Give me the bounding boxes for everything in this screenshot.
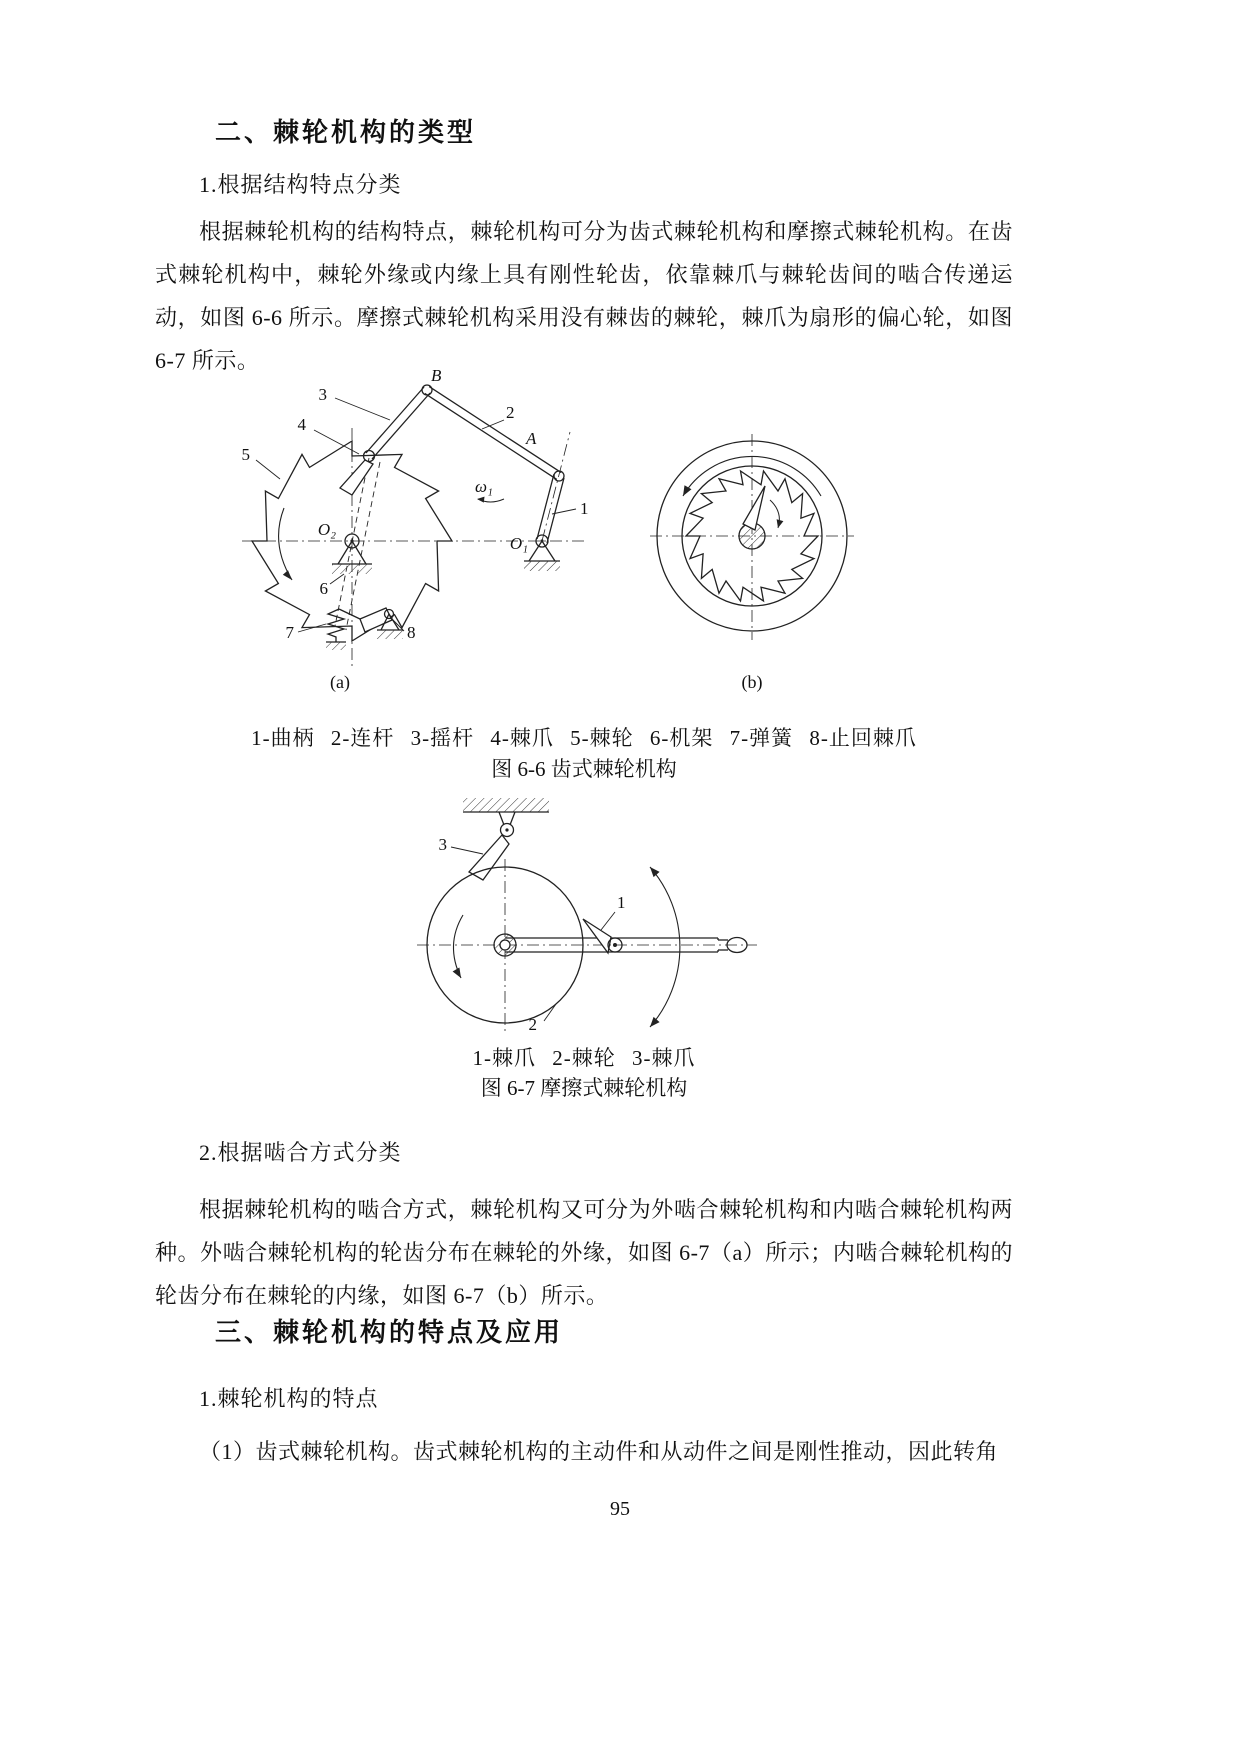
fig66-label-omega1: ω₁ (475, 477, 493, 496)
subheading-meshing-classification: 2.根据啮合方式分类 (199, 1140, 402, 1165)
figure-6-6-drawing (232, 368, 856, 698)
driving-pawl (340, 460, 373, 495)
fig66-label-6: 6 (319, 579, 328, 598)
internal-ratchet-drawing (657, 441, 847, 631)
omega-arrow (477, 497, 504, 503)
figure-6-7-drawing (405, 792, 773, 1040)
figure-6-7-parts-caption: 1-棘爪 2-棘轮 3-棘爪 (472, 1046, 696, 1070)
fig66-label-2: 2 (506, 403, 515, 422)
fig66-label-7: 7 (285, 623, 294, 642)
fig66-label-B: B (431, 368, 442, 385)
paragraph-meshing-classification: 根据棘轮机构的啮合方式，棘轮机构又可分为外啮合棘轮机构和内啮合棘轮机构两种。外啮合棘轮机构的轮齿分布在棘轮的外缘，如图 6-7（a）所示；内啮合棘轮机构的轮齿分布在棘轮的内缘，如图 6-7（b）所示。 (155, 1197, 1013, 1308)
fig66-sublabel-a: (a) (330, 672, 350, 692)
ceiling-mount (463, 798, 549, 837)
paragraph-structure-classification: 根据棘轮机构的结构特点，棘轮机构可分为齿式棘轮机构和摩擦式棘轮机构。在齿式棘轮机构中，棘轮外缘或内缘上具有刚性轮齿，依靠棘爪与棘轮齿间的啮合传递运动，如图 6-6 所示。摩擦式棘轮机构采用没有棘齿的棘轮，棘爪为扇形的偏心轮，如图 6-7 所示。 (155, 219, 1013, 373)
fig66-label-3: 3 (318, 385, 327, 404)
fig66-label-4: 4 (297, 415, 306, 434)
subheading-features: 1.棘轮机构的特点 (199, 1386, 379, 1411)
rotation-arrow (279, 508, 292, 580)
figure-6-6-parts-caption: 1-曲柄 2-连杆 3-摇杆 4-棘爪 5-棘轮 6-机架 7-弹簧 8-止回棘爪 (251, 726, 917, 750)
fig67-label-3: 3 (438, 835, 447, 854)
fig66-label-5: 5 (241, 445, 250, 464)
fig66-sublabel-b: (b) (741, 672, 763, 692)
crank-bar (524, 474, 564, 571)
connecting-rod (425, 387, 564, 481)
fig66-label-O1: O₁ (509, 534, 528, 553)
rocker-bar (364, 385, 433, 462)
figure-6-6-title: 图 6-6 齿式棘轮机构 (491, 757, 677, 781)
arm-pawl (583, 919, 622, 953)
oscillation-arrow (650, 867, 680, 1027)
fig66-label-O2: O₂ (317, 520, 336, 539)
figure-6-7-title: 图 6-7 摩擦式棘轮机构 (480, 1076, 688, 1100)
section-heading-types: 二、棘轮机构的类型 (215, 118, 477, 147)
fig66-label-8: 8 (407, 623, 416, 642)
fig67-label-1: 1 (617, 893, 626, 912)
centerlines (417, 859, 757, 1032)
paragraph-features: （1）齿式棘轮机构。齿式棘轮机构的主动件和从动件之间是刚性推动，因此转角 (199, 1439, 999, 1464)
fig67-label-2: 2 (528, 1015, 537, 1034)
section-heading-features: 三、棘轮机构的特点及应用 (215, 1318, 564, 1347)
subheading-structure-classification: 1.根据结构特点分类 (199, 172, 402, 197)
page-number: 95 (610, 1498, 630, 1520)
check-pawl-and-spring (326, 608, 403, 650)
fig66-label-A: A (526, 429, 537, 448)
fig66-label-1: 1 (580, 499, 589, 518)
